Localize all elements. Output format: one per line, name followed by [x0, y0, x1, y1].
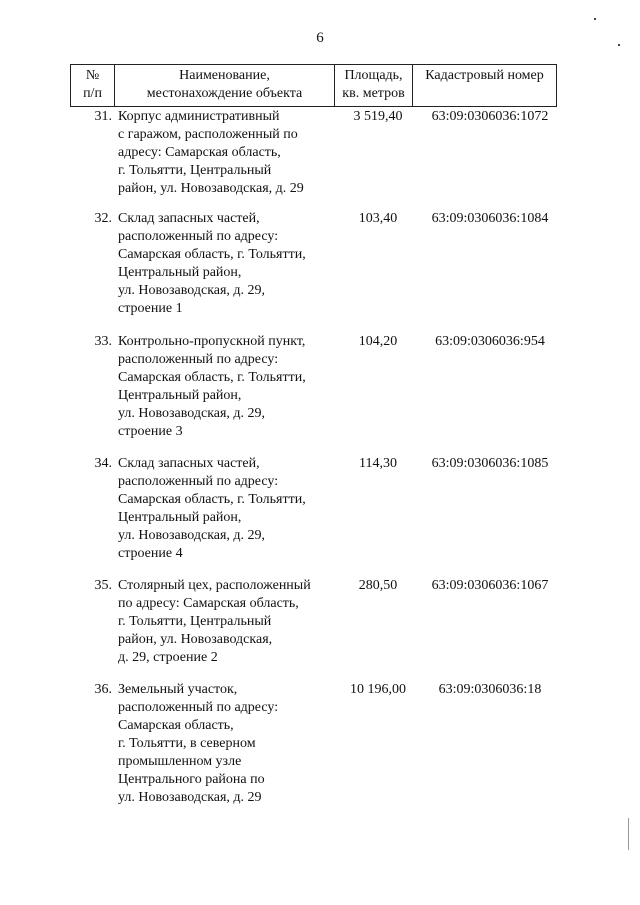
page-number: 6 [316, 30, 324, 46]
header-col-name-line: Наименование, [179, 68, 270, 83]
row-name [118, 210, 348, 318]
row-name-line: Земельный участок, [118, 682, 238, 697]
row-name-line: Центрального района по [118, 772, 265, 787]
row-cadastral: 63:09:0306036:1072 [431, 109, 549, 124]
row-name-line: расположенный по адресу: [118, 700, 279, 715]
row-name-line: ул. Новозаводская, д. 29, [118, 406, 266, 421]
row-number: 31. [94, 109, 112, 124]
row-name-line: строение 3 [118, 424, 183, 439]
header-col-cadastral [412, 65, 557, 106]
row-name-line: Самарская область, г. Тольятти, [118, 370, 306, 385]
row-area: 280,50 [358, 578, 398, 593]
row-cadastral: 63:09:0306036:1085 [431, 456, 549, 471]
row-area: 114,30 [359, 456, 397, 471]
row-name-line: строение 1 [118, 301, 183, 316]
row-name-line: д. 29, строение 2 [118, 650, 218, 665]
header-col-num-line: п/п [83, 86, 102, 101]
table-header [70, 64, 557, 107]
row-name [118, 577, 348, 667]
row-number: 35. [94, 578, 112, 593]
row-area: 3 519,40 [353, 109, 403, 124]
row-name-line: расположенный по адресу: [118, 229, 279, 244]
row-area: 103,40 [358, 211, 398, 226]
header-col-num [70, 65, 114, 106]
row-name-line: расположенный по адресу: [118, 352, 279, 367]
row-name-line: Самарская область, [118, 718, 234, 733]
row-cadastral: 63:09:0306036:1067 [431, 578, 549, 593]
row-name-line: Центральный район, [118, 388, 242, 403]
row-name-line: по адресу: Самарская область, [118, 596, 299, 611]
header-col-num-line: № [85, 68, 100, 83]
row-name-line: Склад запасных частей, [118, 456, 260, 471]
row-cadastral: 63:09:0306036:954 [435, 334, 545, 349]
row-name-line: ул. Новозаводская, д. 29, [118, 283, 266, 298]
row-number: 32. [94, 211, 112, 226]
row-name-line: адресу: Самарская область, [118, 145, 281, 160]
row-area: 10 196,00 [350, 682, 406, 697]
row-cadastral: 63:09:0306036:1084 [431, 211, 549, 226]
row-name [118, 333, 348, 441]
row-name-line: с гаражом, расположенный по [118, 127, 298, 142]
row-name-line: Центральный район, [118, 510, 242, 525]
row-name-line: Центральный район, [118, 265, 242, 280]
row-name-line: ул. Новозаводская, д. 29 [118, 790, 262, 805]
row-number: 34. [94, 456, 112, 471]
row-name-line: Контрольно-пропускной пункт, [118, 334, 306, 349]
row-name-line: Самарская область, г. Тольятти, [118, 247, 306, 262]
header-col-area [334, 65, 412, 106]
row-cadastral: 63:09:0306036:18 [438, 682, 542, 697]
row-name-line: район, ул. Новозаводская, [118, 632, 273, 647]
row-name-line: район, ул. Новозаводская, д. 29 [118, 181, 304, 196]
header-col-name [114, 65, 334, 106]
row-name-line: Корпус административный [118, 109, 280, 124]
row-name [118, 681, 348, 807]
row-name [118, 108, 348, 198]
scan-edge-line [628, 818, 629, 850]
scan-speck [594, 18, 596, 20]
row-name-line: Склад запасных частей, [118, 211, 260, 226]
row-name-line: Самарская область, г. Тольятти, [118, 492, 306, 507]
row-name [118, 455, 348, 563]
scan-speck [618, 44, 620, 46]
row-number: 33. [94, 334, 112, 349]
row-name-line: Столярный цех, расположенный [118, 578, 311, 593]
row-number: 36. [94, 682, 112, 697]
row-name-line: строение 4 [118, 546, 183, 561]
header-col-area-line: Площадь, [344, 68, 403, 83]
row-name-line: г. Тольятти, Центральный [118, 614, 272, 629]
row-name-line: промышленном узле [118, 754, 242, 769]
row-name-line: расположенный по адресу: [118, 474, 279, 489]
row-name-line: г. Тольятти, Центральный [118, 163, 272, 178]
row-name-line: г. Тольятти, в северном [118, 736, 256, 751]
header-col-name-line: местонахождение объекта [146, 86, 303, 101]
row-area: 104,20 [358, 334, 398, 349]
header-col-area-line: кв. метров [342, 86, 405, 101]
row-name-line: ул. Новозаводская, д. 29, [118, 528, 266, 543]
header-col-cadastral-line: Кадастровый номер [425, 68, 544, 83]
